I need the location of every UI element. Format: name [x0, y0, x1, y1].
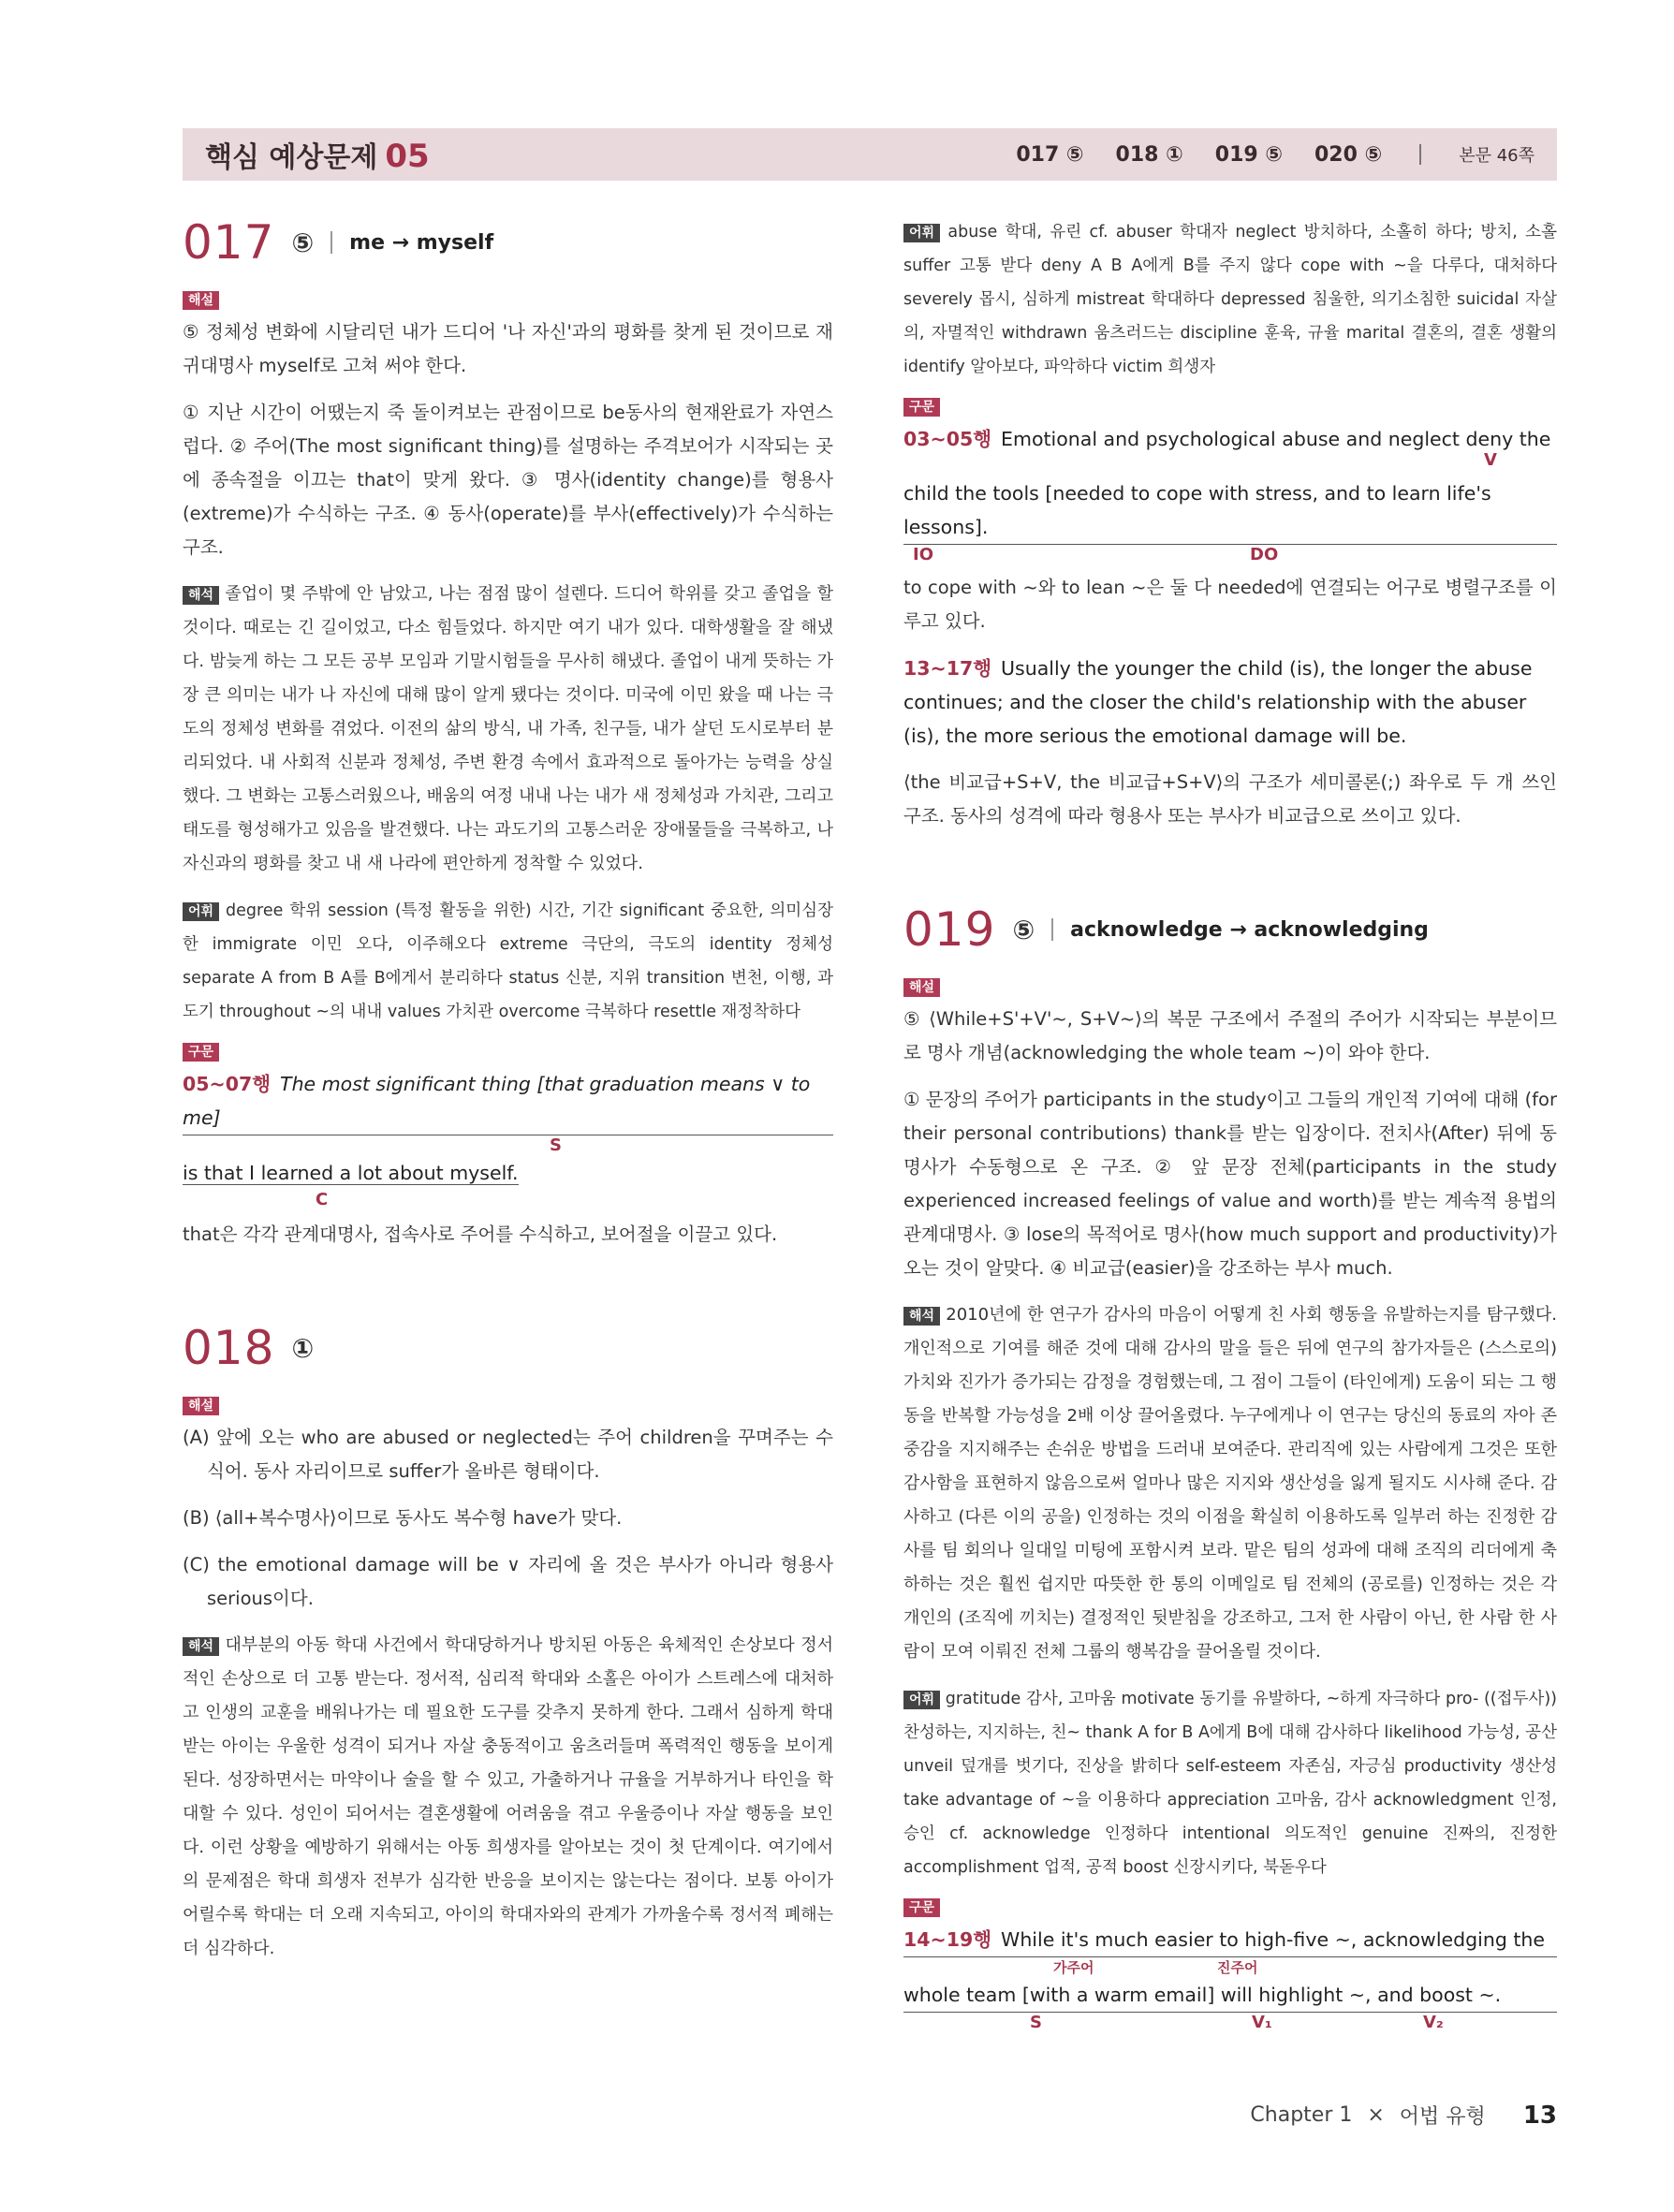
structure-line-2 — [903, 1978, 1557, 2013]
translation-tag: 해석 — [183, 586, 219, 605]
structure-line-1 — [183, 1067, 833, 1135]
mark-complement: C — [316, 1190, 329, 1209]
vocabulary-block — [183, 894, 833, 1029]
structure-sentence-2: whole team [with a warm email] will highlight ~, and boost ~. — [903, 1984, 1502, 2006]
answer-019: 019 ⑤ — [1214, 142, 1283, 167]
structure-note: that은 각각 관계대명사, 접속사로 주어를 수식하고, 보어절을 이끌고 있다. — [183, 1223, 778, 1245]
translation-block — [903, 1298, 1557, 1669]
translation-block — [183, 1629, 833, 1966]
structure-note-2: ⟨the 비교급+S+V, the 비교급+S+V⟩의 구조가 세미콜론(;) 좌우로 두 개 쓰인 구조. 동사의 성격에 따라 형용사 또는 부사가 비교급으로 쓰이고 있다. — [903, 771, 1557, 827]
problem-correction: me → myself — [349, 230, 494, 255]
explanation-text: ⑤ 정체성 변화에 시달리던 내가 드디어 '나 자신'과의 평화를 찾게 된 것이므로 재귀대명사 myself로 고쳐 써야 한다. — [183, 321, 833, 376]
mark-verb-1: V₁ — [1252, 2013, 1272, 2032]
structure-sentence-2: child the tools [needed to cope with stress, and to learn life's lessons]. — [903, 482, 1491, 538]
structure-sentence-1: Emotional and psychological abuse and neglect deny the — [1001, 428, 1551, 450]
explanation-tag: 해설 — [903, 978, 940, 997]
answer-020: 020 ⑤ — [1314, 142, 1383, 167]
translation-text: 졸업이 몇 주밖에 안 남았고, 나는 점점 많이 설렌다. 드디어 학위를 갖고 졸업을 할 것이다. 때로는 긴 길이었고, 다소 힘들었다. 하지만 여기 내가 있다. 대학생활을 잘 해냈다. 밤늦게 하는 그 모든 공부 모임과 기말시험들을 무사히 해냈다. 졸업이 내게 뜻하는 가장 큰 의미는 내가 나 자신에 대해 많이 알게 됐다는 것이다. 미국에 이민 왔을 때 나는 극도의 정체성 변화를 겪었다. 이전의 삶의 방식, 내 가족, 친구들, 내가 살던 도시로부터 분리되었다. 내 사회적 신분과 정체성, 주변 환경 속에서 효과적으로 돌아가는 능력을 상실했다. 그 변화는 고통스러웠으나, 배움의 여정 내내 나는 내가 새 정체성과 가치관, 그리고 태도를 형성해가고 있음을 발견했다. 나는 과도기의 고통스러운 장애물들을 극복하고, 나 자신과의 평화를 찾고 내 새 나라에 편안하게 정착할 수 있었다. — [183, 584, 833, 873]
structure-tag: 구문 — [903, 1898, 940, 1917]
structure-marks-1 — [903, 1957, 1557, 1978]
structure-line-ref: 13~17행 — [903, 657, 992, 680]
structure-sentence-1: While it's much easier to high-five ~, acknowledging the — [1001, 1928, 1546, 1951]
problem-019-heading — [903, 902, 1557, 957]
vocabulary-tag: 어휘 — [903, 1691, 940, 1709]
structure-tag: 구문 — [903, 398, 940, 417]
vocabulary-text: degree 학위 session (특정 활동을 위한) 시간, 기간 significant 중요한, 의미심장한 immigrate 이민 오다, 이주해오다 extreme 극단의, 극도의 identity 정체성 separate A from B A를 B에게서 분리하다 status 신분, 지위 transition 변천, 이행, 과도기 throughout ~의 내내 values 가치관 overcome 극복하다 resettle 재정착하다 — [183, 901, 833, 1021]
problem-number: 017 — [183, 215, 275, 270]
page-footer — [1250, 2101, 1557, 2130]
mark-verb-2: V₂ — [1423, 2013, 1444, 2032]
structure-marks-1 — [183, 1135, 833, 1156]
structure-marks-2 — [903, 545, 1557, 565]
structure-line-3 — [903, 652, 1557, 753]
answer-018: 018 ① — [1115, 142, 1183, 167]
mark-subject: S — [550, 1135, 562, 1155]
translation-text: 2010년에 한 연구가 감사의 마음이 어떻게 친 사회 행동을 유발하는지를 탐구했다. 개인적으로 기여를 해준 것에 대해 감사의 말을 들은 뒤에 연구의 참가자들은 (스스로의) 가치와 진가가 증가되는 감정을 경험했는데, 그 점이 그들이 (타인에게) 도움이 되는 그 행동을 반복할 가능성을 2배 이상 끌어올렸다. 누구에게나 이 연구는 당신의 동료의 자아 존중감을 지지해주는 손쉬운 방법을 드러내 보여준다. 관리직에 있는 사람에게 그것은 또한 감사함을 표현하지 않음으로써 얼마나 많은 지지와 생산성을 잃게 될지도 시사해 준다. 감사하고 (다른 이의 공을) 인정하는 것의 이점을 확실히 이용하도록 일부러 하는 진정한 감사를 팀 회의나 일대일 미팅에 포함시켜 보라. 맡은 팀의 성과에 대해 조직의 리더에게 축하하는 것은 훨씬 쉽지만 따뜻한 한 통의 이메일로 팀 전체의 (공로를) 인정하는 것은 각 개인의 (조직에 끼치는) 결정적인 뒷받침을 강조하고, 그저 한 사람이 아닌, 한 사람 한 사람이 모여 이뤄진 전체 그룹의 행복감을 끌어올릴 것이다. — [903, 1305, 1557, 1662]
problem-number: 018 — [183, 1321, 275, 1375]
vocabulary-block — [903, 1682, 1557, 1884]
heading-divider — [1051, 918, 1053, 941]
structure-line-2 — [183, 1156, 833, 1190]
header-bar — [183, 128, 1557, 181]
structure-tag: 구문 — [183, 1043, 219, 1062]
left-column — [183, 215, 833, 1979]
structure-line-ref: 05~07행 — [183, 1073, 272, 1095]
vocabulary-tag: 어휘 — [903, 224, 940, 242]
mark-subject: S — [1030, 2013, 1042, 2032]
translation-tag: 해석 — [903, 1307, 940, 1326]
translation-tag: 해석 — [183, 1637, 219, 1656]
explanation-tag: 해설 — [183, 1397, 219, 1415]
problem-018-heading — [183, 1321, 833, 1375]
vocabulary-tag: 어휘 — [183, 902, 219, 921]
vocabulary-text: abuse 학대, 유린 cf. abuser 학대자 neglect 방치하다, 소홀히 하다; 방치, 소홀 suffer 고통 받다 deny A B A에게 B를 주지 않다 cope with ~을 다루다, 대처하다 severely 몹시, 심하게 mistreat 학대하다 depressed 침울한, 의기소침한 suicidal 자살의, 자멸적인 withdrawn 움츠러드는 discipline 훈육, 규율 marital 결혼의, 결혼 생활의 identify 알아보다, 파악하다 victim 희생자 — [903, 223, 1557, 376]
structure-line-2 — [903, 476, 1557, 545]
footer-separator: × — [1367, 2103, 1385, 2127]
structure-sentence-3: Usually the younger the child (is), the longer the abuse continues; and the closer the child's relationship with the abuser (is), the more serious the emotional damage will be. — [903, 657, 1533, 747]
vocabulary-text: gratitude 감사, 고마움 motivate 동기를 유발하다, ~하게 자극하다 pro- ((접두사)) 찬성하는, 지지하는, 친~ thank A for B A에게 B에 대해 감사하다 likelihood 가능성, 공산 unveil 덮개를 벗기다, 진상을 밝히다 self-esteem 자존심, 자긍심 productivity 생산성 take advantage of ~을 이용하다 appreciation 고마움, 감사 acknowledgment 인정, 승인 cf. acknowledge 인정하다 intentional 의도적인 genuine 진짜의, 진정한 accomplishment 업적, 공적 boost 신장시키다, 북돋우다 — [903, 1690, 1557, 1877]
explanation-detail: ① 지난 시간이 어땠는지 죽 돌이켜보는 관점이므로 be동사의 현재완료가 자연스럽다. ② 주어(The most significant thing)를 설명하는 주격보어가 시작되는 곳에 종속절을 이끄는 that이 맞게 왔다. ③ 명사(identity change)를 형용사(extreme)가 수식하는 구조. ④ 동사(operate)를 부사(effectively)가 수식하는 구조. — [183, 402, 833, 558]
mark-real-subject: 진주어 — [1217, 1959, 1258, 1976]
structure-line-1 — [903, 1923, 1557, 1957]
problem-answer: ⑤ — [291, 227, 315, 258]
structure-line-1 — [903, 422, 1557, 456]
translation-text: 대부분의 아동 학대 사건에서 학대당하거나 방치된 아동은 육체적인 손상보다 정서적인 손상으로 더 고통 받는다. 정서적, 심리적 학대와 소홀은 아이가 스트레스에 대처하고 인생의 교훈을 배워나가는 데 필요한 도구를 갖추지 못하게 한다. 그래서 심하게 학대받는 아이는 우울한 성격이 되거나 자살 충동적이고 움츠러들며 폭력적인 행동을 보이게 된다. 성장하면서는 마약이나 술을 할 수 있고, 가출하거나 규율을 거부하거나 타인을 학대할 수 있다. 성인이 되어서는 결혼생활에 어려움을 겪고 우울증이나 자살 행동을 보인다. 이런 상황을 예방하기 위해서는 아동 희생자를 알아보는 것이 첫 단계이다. 여기에서의 문제점은 학대 희생자 전부가 심각한 반응을 보이지는 않는다는 점이다. 보통 아이가 어릴수록 학대는 더 오래 지속되고, 아이의 학대자와의 관계가 가까울수록 정서적 폐해는 더 심각하다. — [183, 1635, 833, 1958]
mark-verb: V — [1484, 450, 1497, 470]
page-number: 13 — [1522, 2101, 1557, 2130]
page-title-number: 05 — [385, 138, 430, 175]
page-reference: 본문 46쪽 — [1459, 146, 1534, 166]
heading-divider — [330, 231, 332, 254]
structure-line-ref: 03~05행 — [903, 428, 992, 450]
mark-indirect-object: IO — [913, 545, 933, 564]
structure-marks-2 — [903, 2013, 1557, 2033]
problem-correction: acknowledge → acknowledging — [1070, 917, 1429, 942]
answer-key — [1016, 142, 1534, 167]
vocabulary-block — [903, 215, 1557, 384]
problem-answer: ⑤ — [1012, 914, 1035, 945]
translation-block — [183, 578, 833, 881]
structure-note-1: to cope with ~와 to lean ~은 둘 다 needed에 연결되는 어구로 병렬구조를 이루고 있다. — [903, 577, 1557, 632]
structure-marks-1 — [903, 450, 1557, 476]
explanation-detail: ① 문장의 주어가 participants in the study이고 그들의 개인적 기여에 대해 (for their personal contributions) thank를 받는 입장이다. 전치사(After) 뒤에 동명사가 수동형으로 온 구조. ② 앞 문장 전체(participants in the study experienced increased feelings of value and worth)를 받는 계속적 용법의 관계대명사. ③ lose의 목적어로 명사(how much support and productivity)가 오는 것이 알맞다. ④ 비교급(easier)을 강조하는 부사 much. — [903, 1089, 1557, 1279]
structure-line-ref: 14~19행 — [903, 1928, 992, 1951]
problem-017-heading — [183, 215, 833, 270]
problem-number: 019 — [903, 902, 996, 957]
mark-dummy-subject: 가주어 — [1053, 1959, 1094, 1976]
page-title — [205, 134, 430, 175]
structure-sentence-1: The most significant thing [that graduation means ∨ to me] — [183, 1073, 811, 1129]
explanation-tag: 해설 — [183, 291, 219, 310]
answer-017: 017 ⑤ — [1016, 142, 1084, 167]
explanation-a: (A) 앞에 오는 who are abused or neglected는 주어 children을 꾸며주는 수식어. 동사 자리이므로 suffer가 올바른 형태이다. — [183, 1427, 833, 1482]
page-title-text: 핵심 예상문제 — [205, 141, 378, 174]
explanation-b: (B) ⟨all+복수명사⟩이므로 동사도 복수형 have가 맞다. — [183, 1507, 623, 1529]
problem-answer: ① — [291, 1332, 315, 1364]
explanation-c: (C) the emotional damage will be ∨ 자리에 올 것은 부사가 아니라 형용사 serious이다. — [183, 1554, 833, 1609]
right-column — [903, 215, 1557, 2033]
header-divider — [1419, 144, 1421, 165]
footer-chapter: Chapter 1 — [1250, 2103, 1353, 2127]
mark-direct-object: DO — [1250, 545, 1279, 564]
explanation-text: ⑤ ⟨While+S'+V'~, S+V~⟩의 복문 구조에서 주절의 주어가 시작되는 부분이므로 명사 개념(acknowledging the whole team ~)이 와야 한다. — [903, 1008, 1557, 1063]
footer-section: 어법 유형 — [1399, 2105, 1486, 2129]
structure-marks-2 — [183, 1190, 833, 1210]
structure-sentence-2: is that I learned a lot about myself. — [183, 1162, 519, 1184]
